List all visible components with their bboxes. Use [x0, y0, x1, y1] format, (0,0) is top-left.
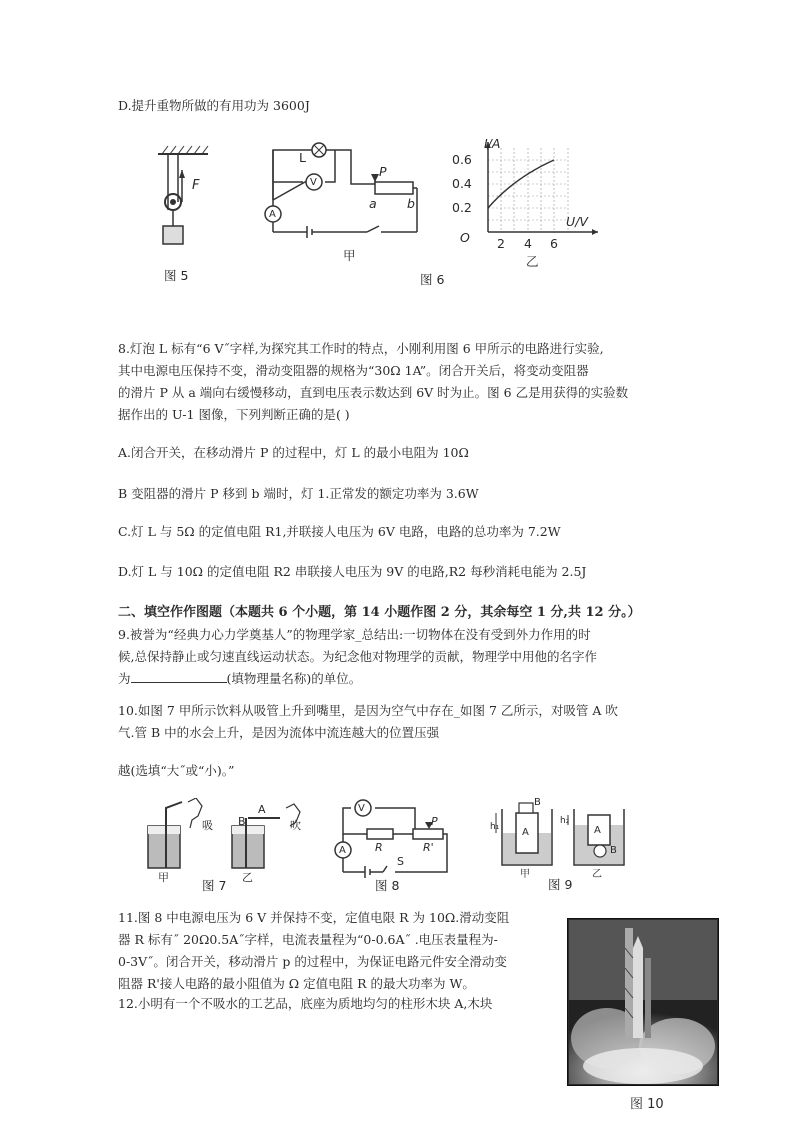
- y-tick: 0.6: [452, 152, 472, 167]
- q8-stem: [118, 338, 678, 426]
- q11-line: 0-3V˝。闭合开关，移动滑片 p 的过程中，为保证电路元件安全滑动变: [118, 954, 507, 969]
- right-sublabel: 乙: [242, 871, 253, 884]
- figure-8-caption: 图 8: [375, 878, 400, 893]
- block-a-label: A: [522, 827, 529, 838]
- left-sublabel: 甲: [158, 871, 169, 884]
- q11-line: 器 R 标有˝ 20Ω0.5A˝字样，电流表量程为“0-0.6A˝ .电压表量程为-: [118, 932, 498, 947]
- left-sublabel: 甲: [520, 869, 530, 880]
- x-tick: 4: [524, 236, 532, 251]
- x-tick: 2: [497, 236, 505, 251]
- circuit-sublabel: 甲: [343, 248, 356, 263]
- q9-prefix: 为: [118, 671, 131, 686]
- figure-9-caption: 图 9: [548, 877, 573, 892]
- y-tick: 0.2: [452, 200, 472, 215]
- block-b-label: B: [534, 797, 541, 808]
- section-2-heading: 二、填空作作图题（本题共 6 个小题，第 14 小题作图 2 分，其余每空 1 分,共 12 分。）: [118, 605, 641, 620]
- blow-label: 吹: [290, 819, 301, 832]
- figure-6-graph: [448, 138, 608, 278]
- q10-line: 气.管 B 中的水会上升，是因为流体中流连越大的位置压强: [118, 725, 440, 740]
- q7-option-d: D.提升重物所做的有用功为 3600J: [118, 98, 310, 113]
- block-b-label-right: B: [610, 845, 617, 856]
- switch-label: S: [397, 855, 404, 868]
- figure-5: [150, 140, 220, 290]
- q10-line: 10.如图 7 甲所示饮料从吸管上升到嘴里，是因为空气中存在_如图 7 乙所示，对吸管 A 吹: [118, 703, 618, 718]
- x-tick: 6: [550, 236, 558, 251]
- resistor-label: R: [375, 841, 383, 854]
- x-axis-label: U/V: [566, 214, 588, 229]
- origin-label: O: [460, 230, 470, 245]
- ammeter-label: A: [269, 209, 276, 220]
- figure-10-caption: 图 10: [630, 1097, 664, 1112]
- q9-answer-blank[interactable]: [131, 670, 227, 683]
- voltmeter-label: V: [358, 803, 365, 814]
- q12-line: 12.小明有一个不吸水的工艺品，底座为质地均匀的柱形木块 A,木块: [118, 996, 493, 1011]
- q11-text: [118, 907, 558, 995]
- tube-b-label: B: [238, 815, 246, 828]
- q8-option-c: C.灯 L 与 5Ω 的定值电阻 R1,并联接人电压为 6V 电路，电路的总功率为 7.2W: [118, 524, 561, 539]
- voltmeter-label: V: [310, 177, 317, 188]
- q9-text: [118, 624, 678, 690]
- ammeter-label: A: [339, 845, 346, 856]
- figure-10: [567, 918, 719, 1086]
- y-axis-label: I/A: [484, 136, 501, 151]
- q9-line: 9.被誉为“经典力心力学奠基人”的物理学家_总结出:一切物体在没有受到外力作用的时: [118, 627, 591, 642]
- force-label: F: [192, 178, 200, 193]
- q8-option-a: A.闭合开关，在移动滑片 P 的过程中，灯 L 的最小电阻为 10Ω: [118, 445, 469, 460]
- q9-line: 候,总保持静止或匀速直线运动状态。为纪念他对物理学的贡献，物理学中用他的名字作: [118, 649, 597, 664]
- slider-label: P: [431, 815, 438, 828]
- q10-text: [118, 700, 678, 744]
- q10-line: 越(选填“大˝或“小)。”: [118, 763, 235, 778]
- q8-option-b: B 变阻器的滑片 P 移到 b 端时，灯 1.正常发的额定功率为 3.6W: [118, 486, 479, 501]
- q9-line-3: [118, 668, 678, 690]
- q11-line: 11.图 8 中电源电压为 6 V 并保持不变，定值电限 R 为 10Ω.滑动变阻: [118, 910, 510, 925]
- q8-stem-line: 的滑片 P 从 a 端向右缓慢移动，直到电压表示数达到 6V 时为止。图 6 乙是用获得的实验数: [118, 385, 629, 400]
- rocket-launch-photo: [567, 918, 719, 1086]
- figure-6-circuit: [255, 138, 430, 268]
- lamp-label: L: [299, 150, 306, 165]
- figure-8: [325, 798, 455, 893]
- figure-5-caption: 图 5: [164, 268, 189, 283]
- q8-stem-line: 8.灯泡 L 标有“6 V˝字样,为探究其工作时的特点，小刚利用图 6 甲所示的电路进行实验,: [118, 341, 604, 356]
- end-a-label: a: [369, 196, 377, 211]
- block-a-label-right: A: [594, 825, 601, 836]
- q8-option-d: D.灯 L 与 10Ω 的定值电阻 R2 串联接人电压为 9V 的电路,R2 每秒消耗电能为 2.5J: [118, 564, 587, 579]
- figure-9: [490, 795, 640, 895]
- right-sublabel: 乙: [592, 869, 602, 880]
- q11-line: 阻器 R'接人电路的最小阻值为 Ω 定值电阻 R 的最大功率为 W。: [118, 976, 475, 991]
- figure-7-caption: 图 7: [202, 878, 227, 893]
- end-b-label: b: [407, 196, 415, 211]
- figure-7: [140, 798, 310, 893]
- rheostat-label: R': [423, 841, 434, 854]
- q8-stem-line: 其中电源电压保持不变，滑动变阻器的规格为“30Ω 1A”。闭合开关后，将变动变阻器: [118, 363, 589, 378]
- figure-6-caption: 图 6: [420, 272, 445, 287]
- h1-label: h₁: [490, 822, 500, 832]
- q8-stem-line: 据作出的 U-1 图像，下列判断正确的是( ): [118, 407, 350, 422]
- q9-suffix: (填物理量名称)的单位。: [226, 671, 362, 686]
- suck-label: 吸: [202, 819, 213, 832]
- slider-label: P: [379, 164, 387, 179]
- graph-sublabel: 乙: [526, 254, 539, 269]
- tube-a-label: A: [258, 803, 266, 816]
- h2-label: h₂: [560, 816, 570, 826]
- y-tick: 0.4: [452, 176, 472, 191]
